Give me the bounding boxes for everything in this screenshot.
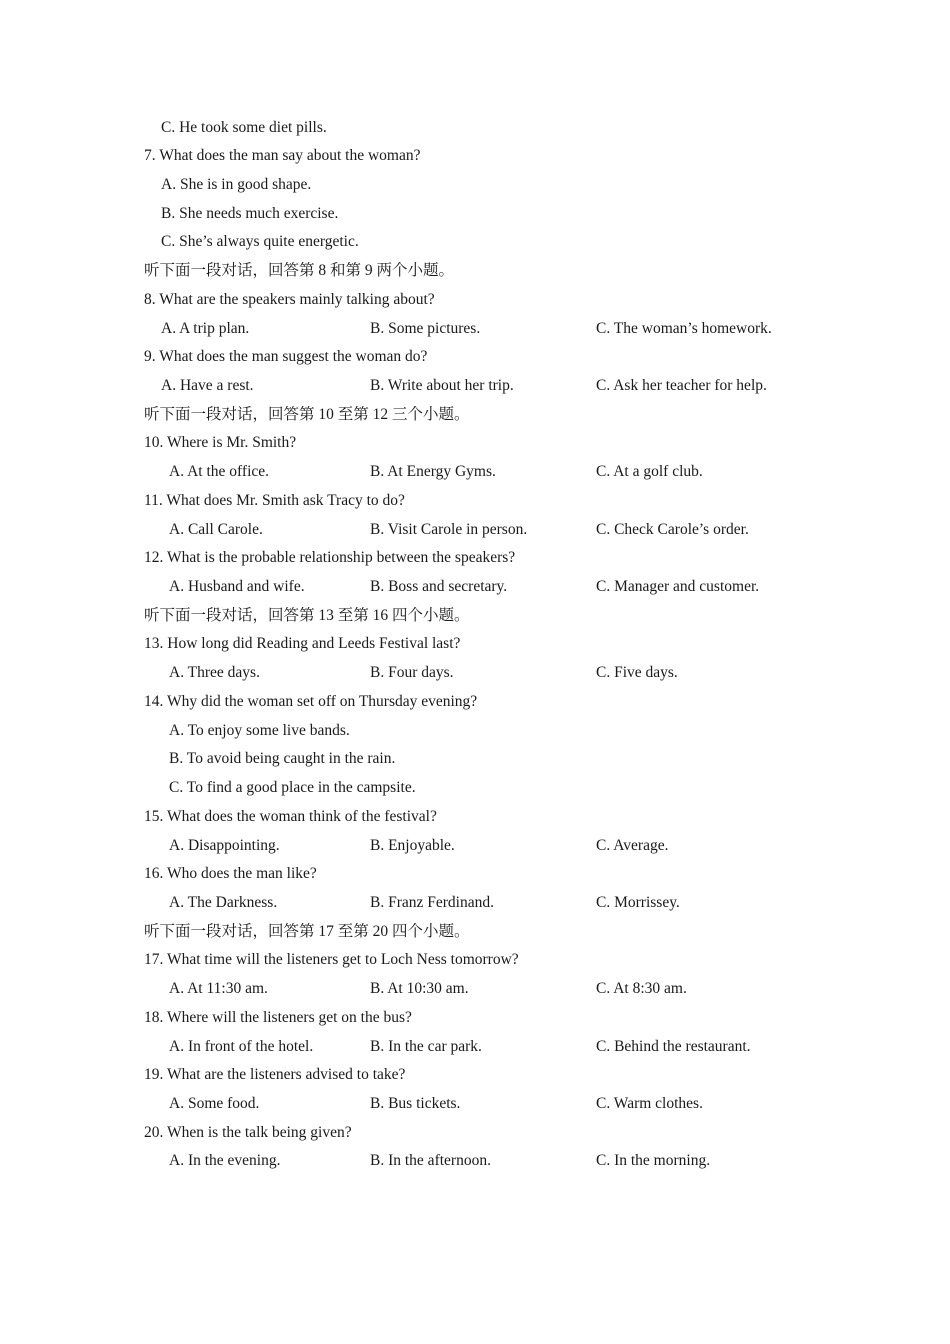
option-a: A. In the evening. [169, 1152, 281, 1170]
options-row [0, 889, 950, 918]
option-c: C. Manager and customer. [596, 578, 760, 596]
section-instruction-text: 听下面一段对话，回答第 10 至第 12 三个小题。 [144, 405, 470, 423]
question-line [0, 142, 950, 171]
option-a: A. A trip plan. [161, 319, 250, 337]
options-row [0, 1090, 950, 1119]
option-text: B. She needs much exercise. [161, 204, 339, 222]
option-b: B. Enjoyable. [370, 836, 455, 854]
section-instruction-text: 听下面一段对话，回答第 8 和第 9 两个小题。 [144, 262, 455, 280]
question-text: 19. What are the listeners advised to take? [144, 1066, 406, 1084]
option-b: B. Write about her trip. [370, 376, 514, 394]
option-c: C. Morrissey. [596, 893, 680, 911]
option-a: A. At the office. [169, 463, 270, 481]
options-row [0, 832, 950, 861]
option-line [0, 717, 950, 746]
question-line [0, 688, 950, 717]
question-line [0, 860, 950, 889]
question-text: 13. How long did Reading and Leeds Festival last? [144, 635, 461, 653]
section-instruction [0, 401, 950, 430]
option-text: A. To enjoy some live bands. [169, 721, 350, 739]
option-text: B. To avoid being caught in the rain. [169, 750, 396, 768]
option-c: C. Five days. [596, 664, 678, 682]
options-row [0, 659, 950, 688]
question-text: 11. What does Mr. Smith ask Tracy to do? [144, 491, 405, 509]
options-row [0, 1147, 950, 1176]
option-line [0, 171, 950, 200]
option-line [0, 228, 950, 257]
options-row [0, 975, 950, 1004]
question-line [0, 946, 950, 975]
option-b: B. Some pictures. [370, 319, 481, 337]
question-text: 16. Who does the man like? [144, 865, 317, 883]
option-c: C. Behind the restaurant. [596, 1037, 751, 1055]
option-a: A. At 11:30 am. [169, 980, 268, 998]
question-line [0, 1119, 950, 1148]
option-b: B. Franz Ferdinand. [370, 893, 494, 911]
option-text: A. She is in good shape. [161, 175, 312, 193]
option-b: B. Boss and secretary. [370, 578, 508, 596]
option-b: B. At 10:30 am. [370, 980, 469, 998]
option-c: C. The woman’s homework. [596, 319, 772, 337]
option-a: A. Some food. [169, 1094, 260, 1112]
question-line [0, 286, 950, 315]
question-text: 18. Where will the listeners get on the bus? [144, 1008, 412, 1026]
option-c: C. Warm clothes. [596, 1094, 703, 1112]
option-text: C. She’s always quite energetic. [161, 233, 359, 251]
option-b: B. At Energy Gyms. [370, 463, 496, 481]
option-line [0, 114, 950, 143]
section-instruction [0, 602, 950, 631]
section-instruction-text: 听下面一段对话，回答第 13 至第 16 四个小题。 [144, 606, 470, 624]
question-line [0, 1061, 950, 1090]
question-text: 15. What does the woman think of the festival? [144, 807, 437, 825]
question-line [0, 1004, 950, 1033]
question-text: 8. What are the speakers mainly talking about? [144, 290, 435, 308]
question-text: 10. Where is Mr. Smith? [144, 434, 297, 452]
question-line [0, 343, 950, 372]
question-text: 7. What does the man say about the woman? [144, 147, 421, 165]
question-text: 12. What is the probable relationship between the speakers? [144, 549, 516, 567]
option-a: A. In front of the hotel. [169, 1037, 314, 1055]
option-a: A. Call Carole. [169, 520, 263, 538]
option-line [0, 200, 950, 229]
option-a: A. The Darkness. [169, 893, 278, 911]
question-text: 9. What does the man suggest the woman do? [144, 348, 428, 366]
option-a: A. Husband and wife. [169, 578, 305, 596]
option-b: B. Bus tickets. [370, 1094, 461, 1112]
options-row [0, 372, 950, 401]
options-row [0, 315, 950, 344]
section-instruction [0, 918, 950, 947]
section-instruction [0, 257, 950, 286]
option-c: C. At a golf club. [596, 463, 703, 481]
options-row [0, 1033, 950, 1062]
options-row [0, 573, 950, 602]
option-c: C. Average. [596, 836, 669, 854]
option-b: B. Visit Carole in person. [370, 520, 528, 538]
section-instruction-text: 听下面一段对话，回答第 17 至第 20 四个小题。 [144, 922, 470, 940]
options-row [0, 458, 950, 487]
option-b: B. In the afternoon. [370, 1152, 491, 1170]
option-c: C. Ask her teacher for help. [596, 376, 767, 394]
option-b: B. In the car park. [370, 1037, 482, 1055]
option-a: A. Three days. [169, 664, 260, 682]
question-text: 14. Why did the woman set off on Thursday evening? [144, 692, 478, 710]
option-line [0, 745, 950, 774]
question-text: 20. When is the talk being given? [144, 1123, 352, 1141]
question-line [0, 630, 950, 659]
option-c: C. In the morning. [596, 1152, 711, 1170]
options-row [0, 516, 950, 545]
question-line [0, 429, 950, 458]
option-c: C. At 8:30 am. [596, 980, 687, 998]
option-a: A. Have a rest. [161, 376, 254, 394]
question-line [0, 487, 950, 516]
option-line [0, 774, 950, 803]
option-text: C. To find a good place in the campsite. [169, 779, 416, 797]
option-a: A. Disappointing. [169, 836, 280, 854]
option-text: C. He took some diet pills. [161, 118, 327, 136]
question-line [0, 544, 950, 573]
option-b: B. Four days. [370, 664, 454, 682]
question-line [0, 803, 950, 832]
question-text: 17. What time will the listeners get to Loch Ness tomorrow? [144, 951, 519, 969]
option-c: C. Check Carole’s order. [596, 520, 749, 538]
